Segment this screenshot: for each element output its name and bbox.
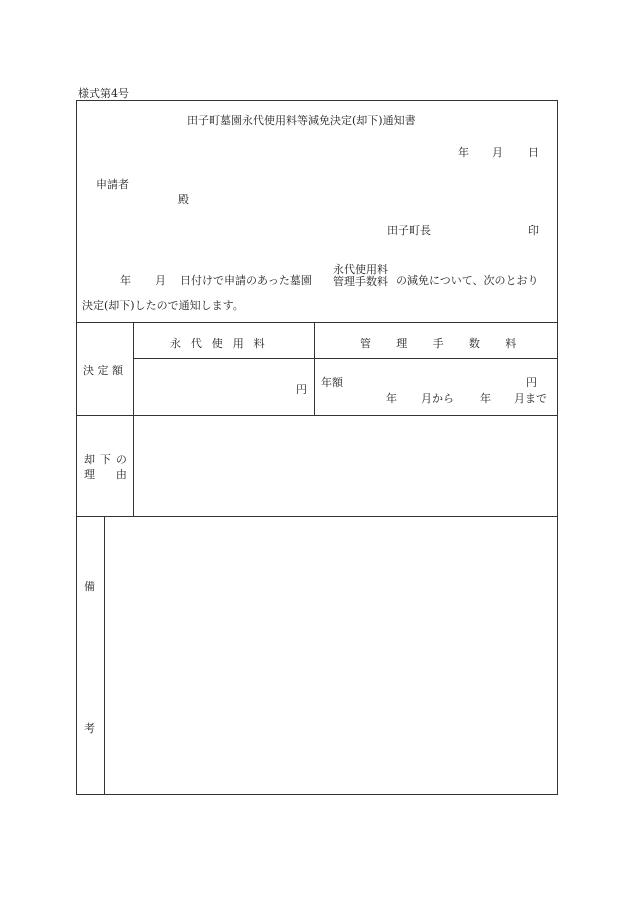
label-col-line (133, 322, 134, 516)
applicant-label: 申請者 (96, 178, 129, 191)
body-text-line2: 決定(却下)したので通知します。 (82, 299, 244, 312)
period-year-1: 年 (386, 392, 397, 405)
date-year: 年 (458, 146, 469, 159)
form-frame (76, 100, 558, 795)
header-row-line (133, 358, 558, 359)
reject-reason-line2: 理 由 (84, 468, 132, 481)
table-top-line (76, 322, 558, 323)
body-year: 年 (120, 274, 131, 287)
form-number: 様式第4号 (78, 87, 129, 100)
document-title: 田子町墓園永代使用料等減免決定(却下)通知書 (187, 114, 416, 127)
management-fee-header: 管理手数料 (360, 337, 542, 350)
mayor-name: 田子町長 (387, 224, 431, 237)
period-from: 月から (421, 392, 454, 405)
remarks-label-top: 備 (84, 580, 95, 593)
stack-bottom: 管理手数料 (333, 275, 388, 288)
yen-management: 円 (526, 376, 537, 389)
decision-row-line (76, 415, 558, 416)
decision-amount-label: 決 定 額 (83, 364, 123, 377)
reject-row-line (76, 516, 558, 517)
perpetual-fee-header: 永代使用料 (170, 337, 275, 350)
annual-label: 年額 (321, 376, 343, 389)
dono: 殿 (178, 193, 189, 206)
yen-perpetual: 円 (296, 383, 307, 396)
stack-top: 永代使用料 (333, 263, 388, 276)
date-month: 月 (492, 146, 503, 159)
date-day: 日 (528, 146, 539, 159)
body-text-2: の減免について、次のとおり (396, 274, 539, 287)
mayor-seal: 印 (528, 224, 539, 237)
period-to: 月まで (514, 392, 547, 405)
period-year-2: 年 (480, 392, 491, 405)
body-month: 月 (155, 274, 166, 287)
body-text-1: 日付けで申請のあった墓園 (180, 274, 312, 287)
remarks-label-bottom: 考 (84, 722, 95, 735)
fee-type-stack (333, 264, 388, 288)
reject-reason-line1: 却下の (84, 453, 132, 466)
remarks-col-line (104, 516, 105, 795)
col-divider (314, 322, 315, 415)
